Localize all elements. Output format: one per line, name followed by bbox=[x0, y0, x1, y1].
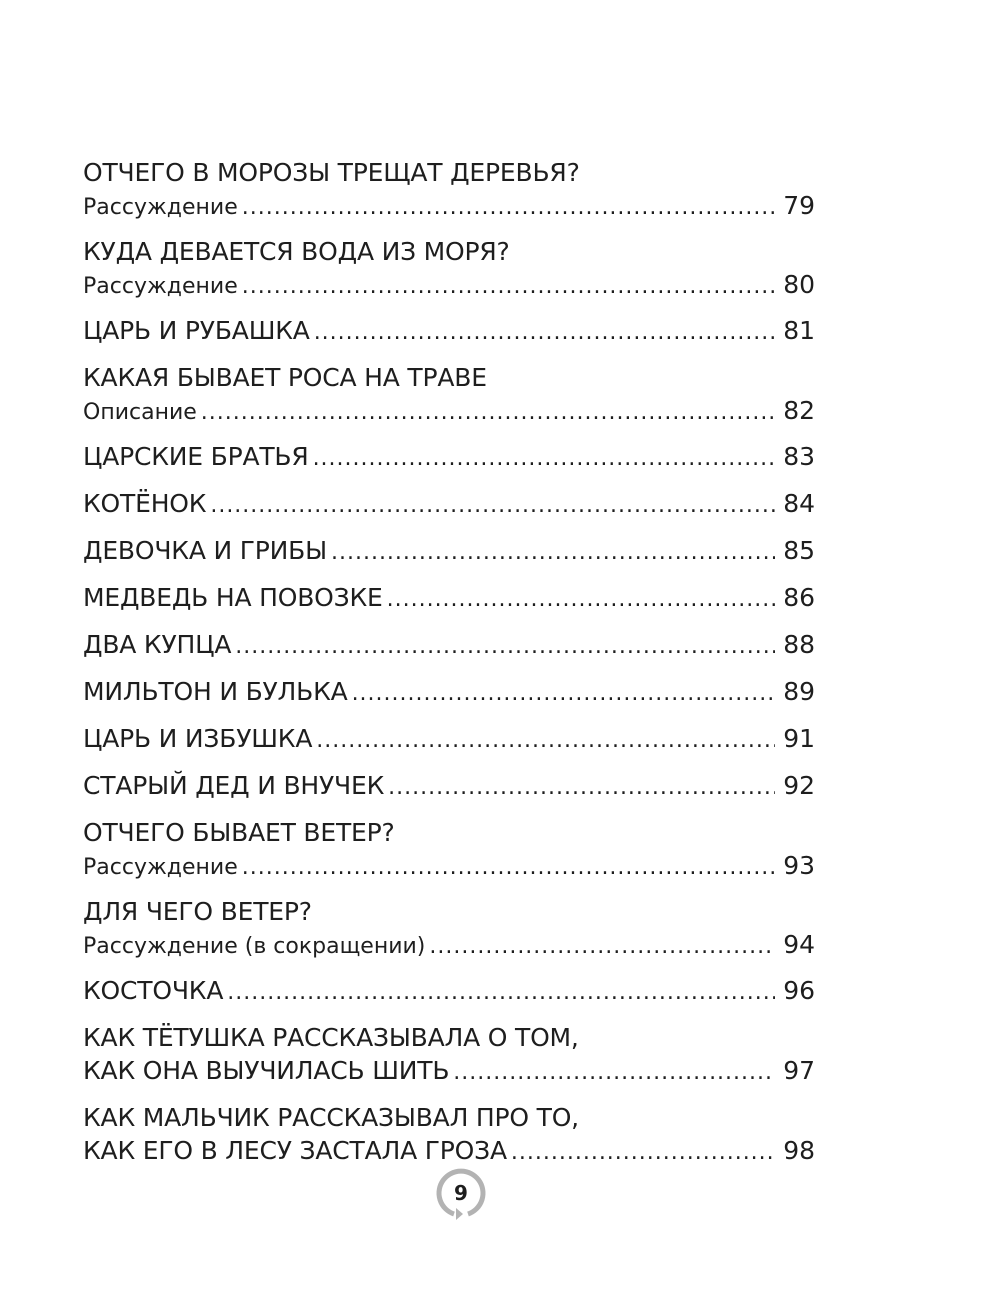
dot-leader bbox=[242, 851, 775, 884]
toc-entry-row bbox=[83, 849, 815, 884]
page-number-badge bbox=[434, 1166, 488, 1220]
toc-entry-page: 88 bbox=[783, 630, 815, 659]
toc-entry-page: 81 bbox=[783, 316, 815, 345]
dot-leader bbox=[453, 1056, 775, 1089]
toc-entry-page: 80 bbox=[783, 270, 815, 299]
toc-entry-row bbox=[83, 581, 815, 616]
toc-entry-subtitle: Рассуждение (в сокращении) bbox=[83, 934, 426, 959]
toc-entry bbox=[83, 1021, 815, 1089]
toc-entry bbox=[83, 895, 815, 963]
dot-leader bbox=[352, 677, 775, 710]
toc-entry-title: ОТЧЕГО БЫВАЕТ ВЕТЕР? bbox=[83, 818, 395, 847]
toc-entry-title: ЦАРСКИЕ БРАТЬЯ bbox=[83, 442, 309, 471]
toc-entry-title: ДЕВОЧКА И ГРИБЫ bbox=[83, 536, 327, 565]
dot-leader bbox=[235, 630, 775, 663]
toc-entry-row bbox=[83, 314, 815, 349]
dot-leader bbox=[201, 396, 775, 429]
page-number: 9 bbox=[454, 1181, 468, 1205]
toc-entry-subtitle: Описание bbox=[83, 400, 197, 425]
toc-entry bbox=[83, 361, 815, 429]
toc-entry bbox=[83, 974, 815, 1009]
toc-entry bbox=[83, 314, 815, 349]
dot-leader bbox=[242, 270, 775, 303]
toc-entry-title: ЦАРЬ И РУБАШКА bbox=[83, 316, 310, 345]
toc-entry-page: 82 bbox=[783, 396, 815, 425]
toc-entry-title: КОТЁНОК bbox=[83, 489, 207, 518]
toc-entry-row bbox=[83, 189, 815, 224]
dot-leader bbox=[387, 583, 775, 616]
toc-entry-page: 93 bbox=[783, 851, 815, 880]
toc-entry-subtitle: Рассуждение bbox=[83, 855, 238, 880]
toc-entry-row bbox=[83, 928, 815, 963]
toc-entry-title: МЕДВЕДЬ НА ПОВОЗКЕ bbox=[83, 583, 383, 612]
toc-entry-page: 91 bbox=[783, 724, 815, 753]
toc-entry-row bbox=[83, 534, 815, 569]
toc-entry bbox=[83, 156, 815, 224]
dot-leader bbox=[227, 976, 775, 1009]
toc-entry-row bbox=[83, 1054, 815, 1089]
toc-entry-title: КАК ЕГО В ЛЕСУ ЗАСТАЛА ГРОЗА bbox=[83, 1136, 507, 1165]
toc-entry-page: 85 bbox=[783, 536, 815, 565]
toc-entry-title: ДВА КУПЦА bbox=[83, 630, 232, 659]
dot-leader bbox=[316, 724, 775, 757]
toc-entry-page: 97 bbox=[783, 1056, 815, 1085]
toc-entry bbox=[83, 487, 815, 522]
toc-entry-row bbox=[83, 769, 815, 804]
toc-entry bbox=[83, 816, 815, 884]
toc-entry-page: 79 bbox=[783, 191, 815, 220]
toc-entry-page: 96 bbox=[783, 976, 815, 1005]
toc-entry-page: 92 bbox=[783, 771, 815, 800]
toc-entry-title: МИЛЬТОН И БУЛЬКА bbox=[83, 677, 348, 706]
dot-leader bbox=[511, 1136, 775, 1169]
toc-entry bbox=[83, 235, 815, 303]
toc-entry-row bbox=[83, 487, 815, 522]
toc-entry-title: ЦАРЬ И ИЗБУШКА bbox=[83, 724, 313, 753]
toc-entry bbox=[83, 769, 815, 804]
toc-entry-row bbox=[83, 268, 815, 303]
dot-leader bbox=[242, 191, 775, 224]
toc-entry-row bbox=[83, 1134, 815, 1169]
toc-entry-page: 89 bbox=[783, 677, 815, 706]
dot-leader bbox=[313, 442, 775, 475]
toc-entry bbox=[83, 534, 815, 569]
toc-entry-row bbox=[83, 440, 815, 475]
toc-entry bbox=[83, 675, 815, 710]
toc-entry bbox=[83, 1101, 815, 1169]
dot-leader bbox=[388, 771, 775, 804]
dot-leader bbox=[429, 930, 775, 963]
dot-leader bbox=[314, 316, 775, 349]
toc-entry-title: КОСТОЧКА bbox=[83, 976, 224, 1005]
dot-leader bbox=[331, 536, 775, 569]
table-of-contents bbox=[83, 156, 815, 1181]
toc-entry-title: КУДА ДЕВАЕТСЯ ВОДА ИЗ МОРЯ? bbox=[83, 237, 510, 266]
toc-entry-page: 86 bbox=[783, 583, 815, 612]
toc-entry-row bbox=[83, 394, 815, 429]
toc-entry-title: КАК МАЛЬЧИК РАССКАЗЫВАЛ ПРО ТО, bbox=[83, 1103, 579, 1132]
toc-entry bbox=[83, 440, 815, 475]
toc-entry-title: ОТЧЕГО В МОРОЗЫ ТРЕЩАТ ДЕРЕВЬЯ? bbox=[83, 158, 580, 187]
toc-entry-page: 94 bbox=[783, 930, 815, 959]
toc-entry-title: КАК ТЁТУШКА РАССКАЗЫВАЛА О ТОМ, bbox=[83, 1023, 579, 1052]
dot-leader bbox=[210, 489, 775, 522]
toc-entry-subtitle: Рассуждение bbox=[83, 274, 238, 299]
toc-entry-page: 83 bbox=[783, 442, 815, 471]
toc-entry-page: 98 bbox=[783, 1136, 815, 1165]
toc-entry bbox=[83, 628, 815, 663]
toc-entry-row bbox=[83, 628, 815, 663]
toc-entry-title: ДЛЯ ЧЕГО ВЕТЕР? bbox=[83, 897, 312, 926]
toc-entry-subtitle: Рассуждение bbox=[83, 195, 238, 220]
toc-entry-title: СТАРЫЙ ДЕД И ВНУЧЕК bbox=[83, 771, 385, 800]
toc-entry-page: 84 bbox=[783, 489, 815, 518]
toc-entry-title: КАК ОНА ВЫУЧИЛАСЬ ШИТЬ bbox=[83, 1056, 450, 1085]
toc-entry bbox=[83, 581, 815, 616]
toc-entry bbox=[83, 722, 815, 757]
toc-entry-row bbox=[83, 722, 815, 757]
toc-entry-title: КАКАЯ БЫВАЕТ РОСА НА ТРАВЕ bbox=[83, 363, 487, 392]
toc-entry-row bbox=[83, 675, 815, 710]
toc-entry-row bbox=[83, 974, 815, 1009]
